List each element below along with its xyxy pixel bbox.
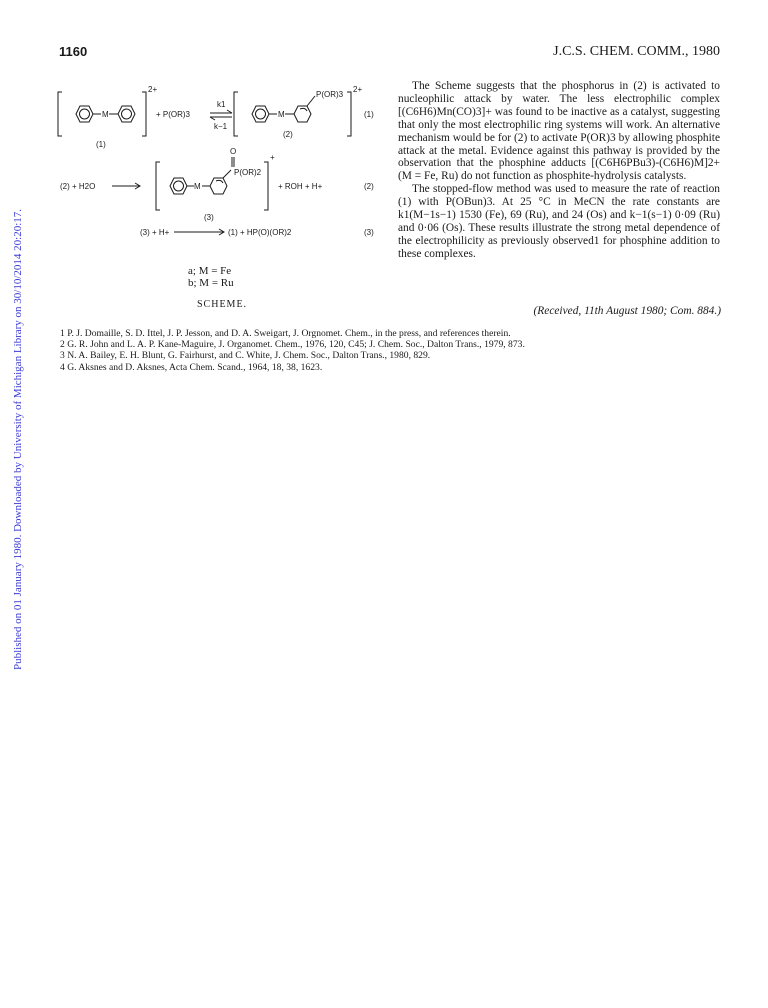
journal-header: J.C.S. CHEM. COMM., 1980	[553, 44, 720, 59]
metal-symbol: M	[102, 110, 109, 119]
compound-label: (3)	[204, 213, 214, 222]
charge-label: 2+	[353, 85, 363, 94]
compound-label: (1)	[96, 140, 106, 149]
reference-item: 3 N. A. Bailey, E. H. Blunt, G. Fairhurst, and C. White, J. Chem. Soc., Dalton Trans., 1980, 829.	[60, 350, 431, 362]
charge-label: 2+	[148, 85, 158, 94]
equation-number: (2)	[364, 182, 374, 191]
scheme-key	[188, 265, 234, 289]
charge-label: +	[270, 153, 275, 162]
key-entry-a: a; M = Fe	[188, 265, 232, 277]
download-notice: Published on 01 January 1980. Downloaded by University of Michigan Library on 30/10/2014 20:20:17.	[12, 208, 24, 670]
equation-number: (3)	[364, 228, 374, 237]
key-entry-b: b; M = Ru	[188, 277, 234, 289]
products-label: + ROH + H+	[278, 182, 323, 191]
substituent-label: P(OR)3	[316, 90, 344, 99]
reference-item: 4 G. Aksnes and D. Aksnes, Acta Chem. Scand., 1964, 18, 38, 1623.	[60, 361, 323, 373]
page-number: 1160	[59, 44, 88, 59]
scheme-caption: SCHEME.	[197, 299, 248, 310]
metal-symbol: M	[278, 110, 285, 119]
equation-3	[174, 229, 224, 235]
reference-item: 1 P. J. Domaille, S. D. Ittel, J. P. Jesson, and D. A. Sweigart, J. Orgnomet. Chem., in the press, and references therein.	[60, 328, 511, 339]
download-sidebar	[4, 150, 24, 670]
reagent-label: + P(OR)3	[156, 110, 191, 119]
received-note: (Received, 11th August 1980; Com. 884.)	[533, 305, 721, 317]
products-label: (1) + HP(O)(OR)2	[228, 228, 292, 237]
compound-label: (2)	[283, 130, 293, 139]
body-text	[398, 80, 720, 261]
references	[60, 328, 720, 373]
rate-constant-forward: k1	[217, 100, 226, 109]
rate-constant-reverse: k−1	[214, 122, 228, 131]
reactants-label: (2) + H2O	[60, 182, 96, 191]
equation-2	[112, 157, 268, 210]
reference-item: 2 G. R. John and L. A. P. Kane-Maguire, J. Organomet. Chem., 1976, 120, C45; J. Chem. Soc., Dalton Trans., 1979, 873.	[60, 339, 525, 351]
substituent-label: P(OR)2	[234, 168, 262, 177]
metal-symbol: M	[194, 182, 201, 191]
paragraph: The stopped-flow method was used to measure the rate of reaction (1) with P(OBun)3. At 25 °C in MeCN the rate constants are k1(M−1s−1) 1530 (Fe), 69 (Ru), and 24 (Os) and k−1(s−1) 0·09 (Ru) and 0·06 (Os). These results illustrate the strong metal dependence of the electrophilicity as previously observed1 for phosphine addition to these complexes.	[398, 183, 720, 260]
equation-number: (1)	[364, 110, 374, 119]
oxo-label: O	[230, 147, 237, 156]
paragraph: The Scheme suggests that the phosphorus in (2) is activated to nucleophilic attack by water. The less electrophilic complex [(C6H6)Mn(CO)3]+ was found to be inactive as a catalyst, suggesting that only the most electrophilic ring systems will work. An alternative mechanism would be for (2) to activate P(OR)3 by allowing phosphite attack at the metal. Evidence against this pathway is provided by the observation that the phosphine adducts [(C6H6PBu3)-(C6H6)M]2+ (M = Fe, Ru) do not function as phosphite-hydrolysis catalysts.	[398, 80, 720, 183]
reactants-label: (3) + H+	[140, 228, 170, 237]
